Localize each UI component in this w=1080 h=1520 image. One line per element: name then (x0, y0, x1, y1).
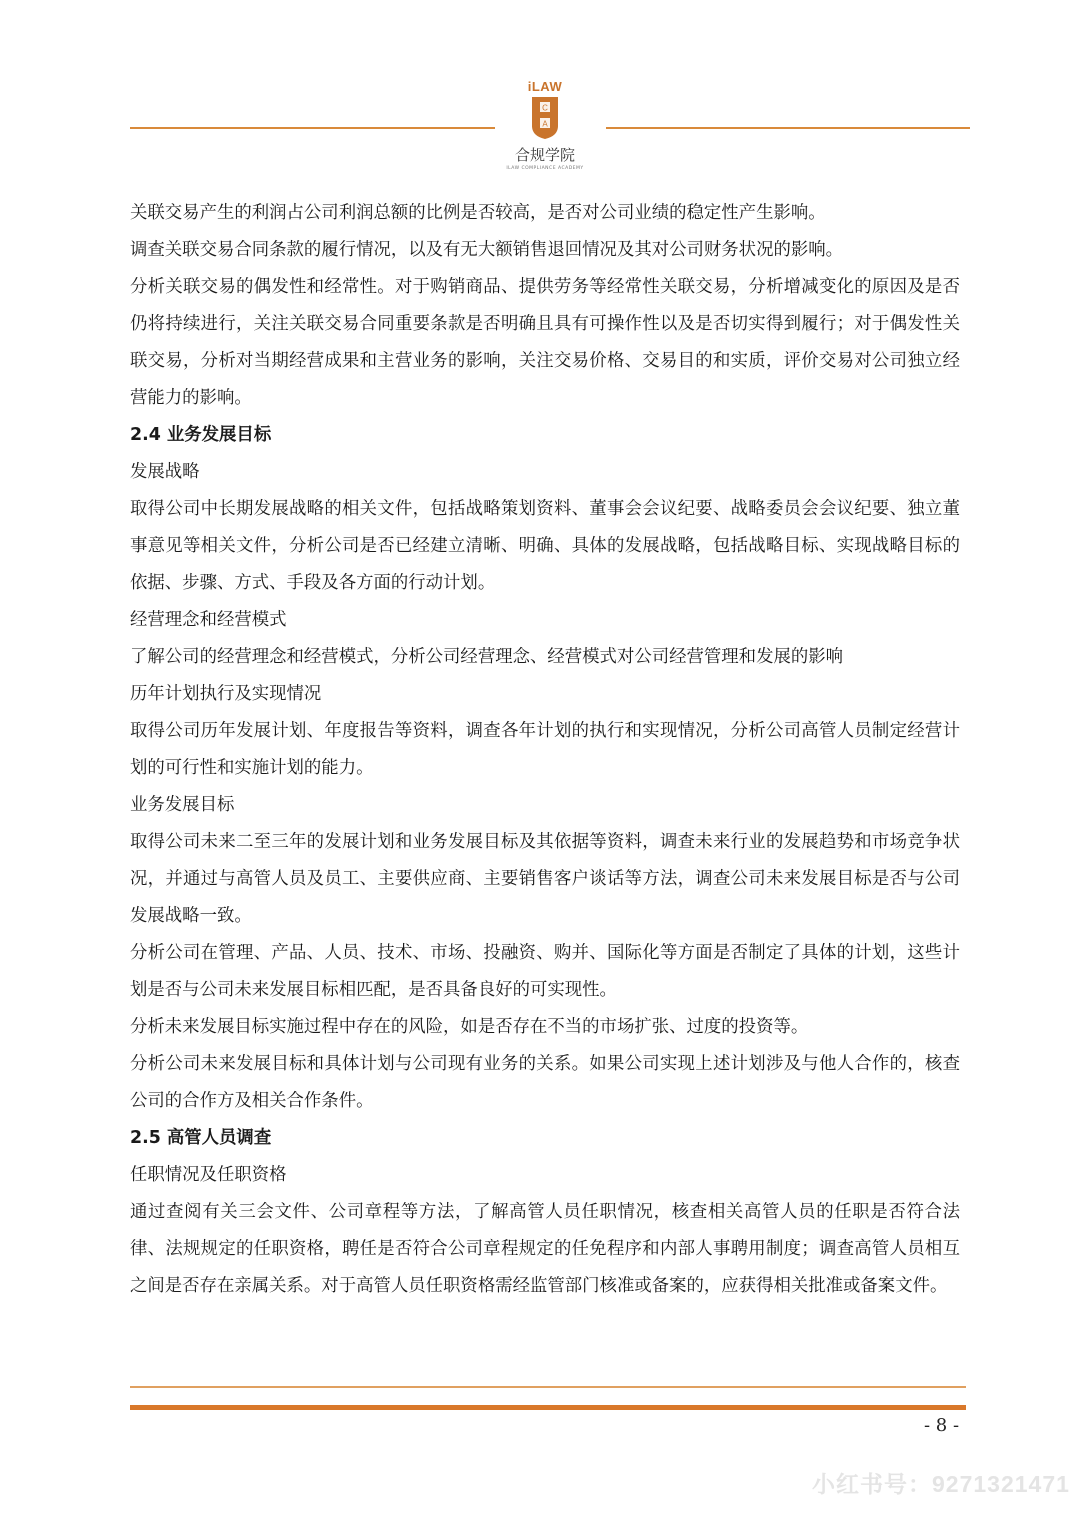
logo-letter-c: C (542, 103, 548, 113)
header-rule-right (606, 127, 970, 129)
footer-rule-thick (130, 1405, 966, 1410)
paragraph: 分析未来发展目标实施过程中存在的风险，如是否存在不当的市场扩张、过度的投资等。 (130, 1017, 809, 1037)
page-number: - 8 - (924, 1415, 960, 1436)
paragraph: 关联交易产生的利润占公司利润总额的比例是否较高，是否对公司业绩的稳定性产生影响。 (130, 203, 826, 223)
ilaw-logo (490, 80, 600, 175)
paragraph: 了解公司的经营理念和经营模式，分析公司经营理念、经营模式对公司经营管理和发展的影响 (130, 647, 844, 667)
logo-brand: iLAW (527, 79, 563, 94)
header-rule-left (130, 127, 495, 129)
footer-rule-thin (130, 1386, 966, 1388)
logo-letter-a: A (542, 119, 548, 129)
subheading: 历年计划执行及实现情况 (130, 684, 322, 704)
paragraph: 分析公司在管理、产品、人员、技术、市场、投融资、购并、国际化等方面是否制定了具体的计划，这些计划是否与公司未来发展目标相匹配，是否具备良好的可实现性。 (130, 943, 960, 1000)
paragraph: 通过查阅有关三会文件、公司章程等方法，了解高管人员任职情况，核查相关高管人员的任职是否符合法律、法规规定的任职资格，聘任是否符合公司章程规定的任免程序和内部人事聘用制度；调查高管人员相互之间是否存在亲属关系。对于高管人员任职资格需经监管部门核准或备案的，应获得相关批准或备案文件。 (130, 1202, 960, 1296)
section-heading-2-5: 2.5 高管人员调查 (130, 1128, 272, 1148)
paragraph: 分析公司未来发展目标和具体计划与公司现有业务的关系。如果公司实现上述计划涉及与他人合作的，核查公司的合作方及相关合作条件。 (130, 1054, 960, 1111)
paragraph: 分析关联交易的偶发性和经常性。对于购销商品、提供劳务等经常性关联交易，分析增减变化的原因及是否仍将持续进行，关注关联交易合同重要条款是否明确且具有可操作性以及是否切实得到履行；对于偶发性关联交易，分析对当期经营成果和主营业务的影响，关注交易价格、交易目的和实质，评价交易对公司独立经营能力的影响。 (130, 277, 960, 408)
watermark: 小红书号：9271321471 (812, 1471, 1070, 1497)
section-heading-2-4: 2.4 业务发展目标 (130, 425, 272, 445)
logo-subtitle: ILAW COMPLIANCE ACADEMY (506, 166, 584, 171)
shield-icon (531, 96, 559, 140)
paragraph: 取得公司历年发展计划、年度报告等资料，调查各年计划的执行和实现情况，分析公司高管人员制定经营计划的可行性和实施计划的能力。 (130, 721, 960, 778)
subheading: 任职情况及任职资格 (130, 1165, 287, 1185)
logo-name: 合规学院 (514, 146, 575, 164)
subheading: 经营理念和经营模式 (130, 610, 287, 630)
paragraph: 取得公司中长期发展战略的相关文件，包括战略策划资料、董事会会议纪要、战略委员会会议纪要、独立董事意见等相关文件，分析公司是否已经建立清晰、明确、具体的发展战略，包括战略目标、实现战略目标的依据、步骤、方式、手段及各方面的行动计划。 (130, 499, 960, 593)
subheading: 发展战略 (130, 462, 200, 482)
paragraph: 调查关联交易合同条款的履行情况，以及有无大额销售退回情况及其对公司财务状况的影响。 (130, 240, 844, 260)
paragraph: 取得公司未来二至三年的发展计划和业务发展目标及其依据等资料，调查未来行业的发展趋势和市场竞争状况，并通过与高管人员及员工、主要供应商、主要销售客户谈话等方法，调查公司未来发展目标是否与公司发展战略一致。 (130, 832, 960, 926)
subheading: 业务发展目标 (130, 795, 235, 815)
document-body (130, 195, 960, 1305)
